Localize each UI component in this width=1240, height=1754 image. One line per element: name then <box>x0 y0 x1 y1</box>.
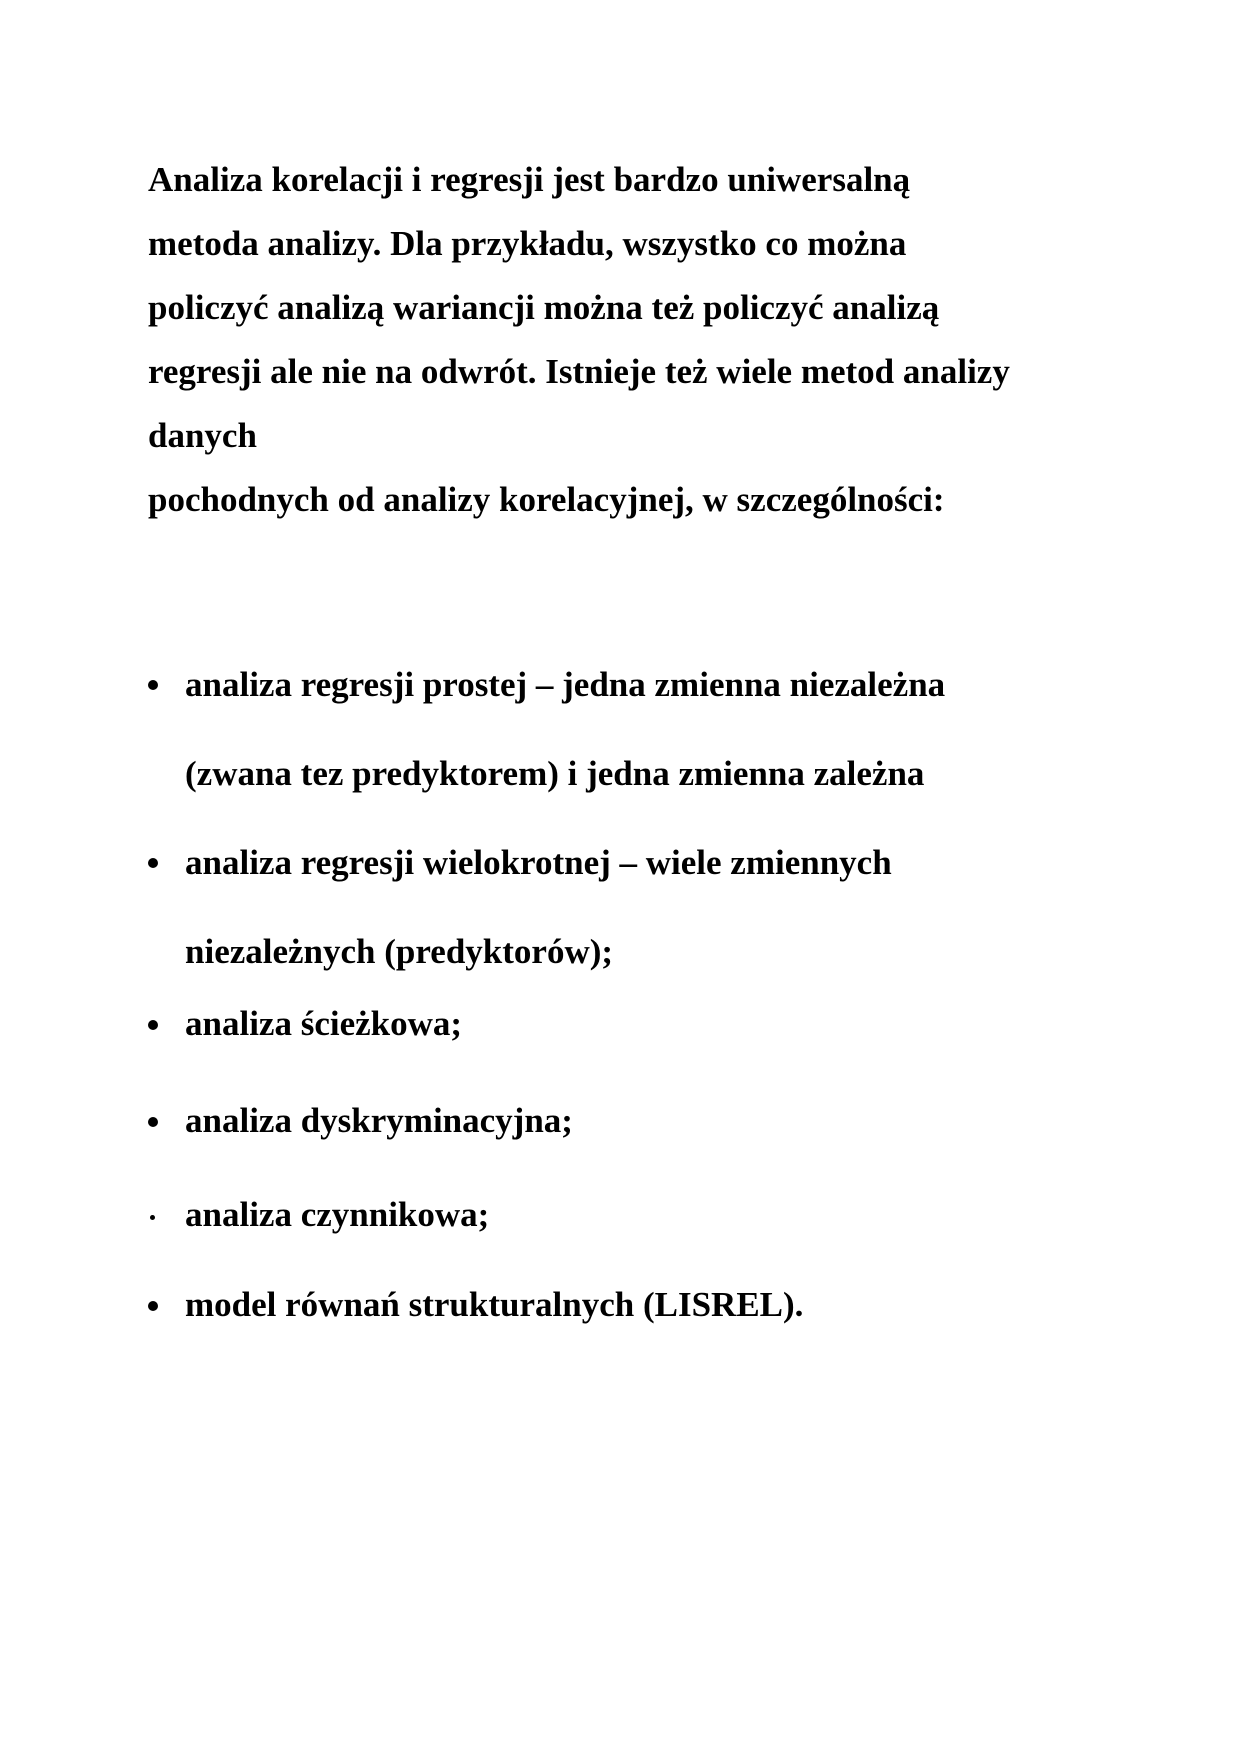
intro-line: danych <box>148 416 257 455</box>
list-item <box>148 640 945 818</box>
list-item-text: model równań strukturalnych (LISREL). <box>185 1285 804 1324</box>
bullet-icon <box>148 1301 158 1311</box>
list-item <box>148 818 892 996</box>
list-item-text: analiza regresji wielokrotnej – wiele zmiennych <box>185 843 892 882</box>
list-item <box>148 1091 573 1151</box>
intro-paragraph <box>148 148 1148 532</box>
bullet-icon <box>148 1020 158 1030</box>
bullet-icon <box>148 1117 158 1127</box>
list-item <box>148 1275 803 1335</box>
list-item-text: analiza regresji prostej – jedna zmienna niezależna <box>185 665 946 704</box>
list-item-text: analiza dyskryminacyjna; <box>185 1101 573 1140</box>
intro-line: regresji ale nie na odwrót. Istnieje też wiele metod analizy <box>148 352 1010 391</box>
intro-line: metoda analizy. Dla przykładu, wszystko co można <box>148 224 907 263</box>
intro-line: Analiza korelacji i regresji jest bardzo uniwersalną <box>148 160 911 199</box>
list-item-text: niezależnych (predyktorów); <box>185 932 614 971</box>
bullet-icon <box>148 680 158 690</box>
intro-line: pochodnych od analizy korelacyjnej, w szczególności: <box>148 480 945 519</box>
list-item <box>148 1185 489 1245</box>
list-item-text: analiza ścieżkowa; <box>185 1004 463 1043</box>
bullet-icon <box>148 858 158 868</box>
list-item-text: (zwana tez predyktorem) i jedna zmienna zależna <box>185 754 925 793</box>
list-item-text: analiza czynnikowa; <box>185 1195 490 1234</box>
bullet-icon <box>150 1215 155 1220</box>
intro-line: policzyć analizą wariancji można też policzyć analizą <box>148 288 940 327</box>
list-item <box>148 994 462 1054</box>
